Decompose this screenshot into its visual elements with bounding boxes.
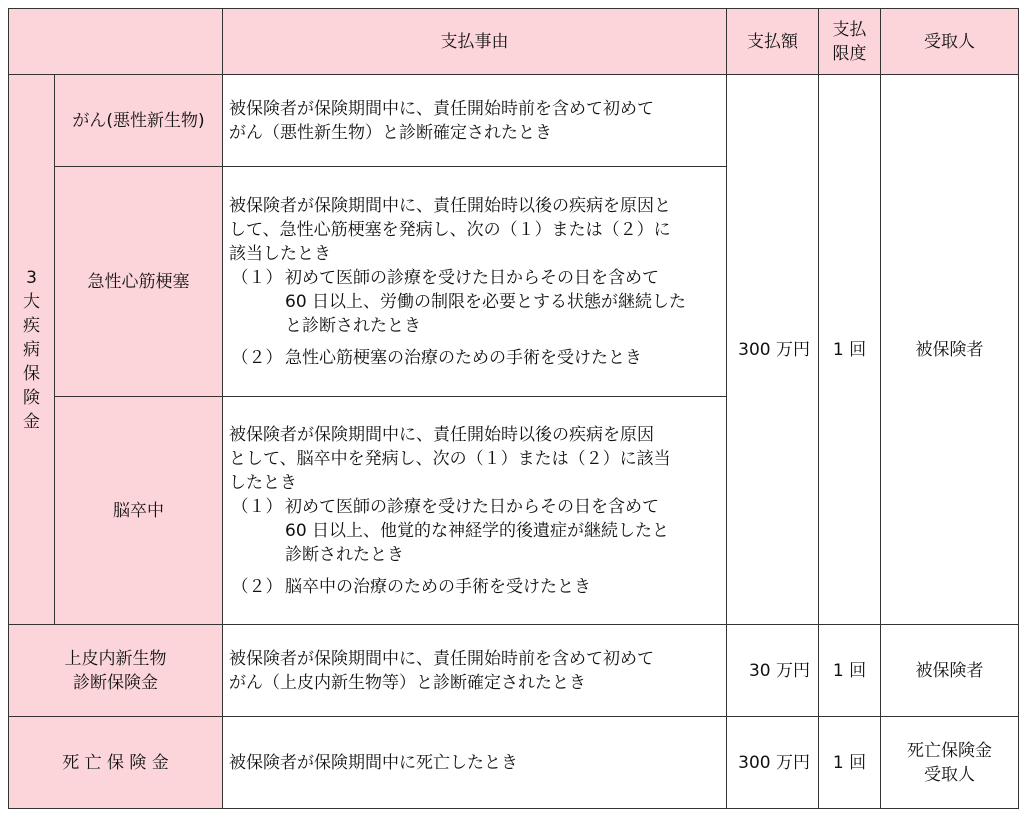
reason-line: がん（上皮内新生物等）と診断確定されたとき: [229, 672, 586, 693]
benefits-table: [8, 8, 1019, 809]
reason-line: として、脳卒中を発病し、次の（１）または（２）に該当: [229, 448, 671, 469]
recipient-line: 受取人: [924, 764, 975, 785]
group-label-char: 3: [26, 267, 37, 288]
item-text: [285, 495, 669, 567]
death-amount: 300 万円: [727, 717, 819, 809]
group-label-char: 保: [23, 363, 40, 384]
mi-item-2: [229, 346, 720, 370]
reason-line: して、急性心筋梗塞を発病し、次の（１）または（２）に: [229, 219, 671, 240]
item-text: [285, 266, 686, 338]
stroke-item-1: [229, 495, 720, 567]
label-line: 診断保険金: [73, 672, 158, 693]
group-label-char: 金: [23, 411, 40, 432]
header-reason: 支払事由: [223, 9, 727, 75]
reason-line: 被保険者が保険期間中に、責任開始時以後の疾病を原因: [229, 424, 654, 445]
three-disease-recipient: 被保険者: [881, 75, 1019, 625]
intraepithelial-amount: 30 万円: [727, 625, 819, 717]
item-number: （２）: [231, 347, 283, 368]
intraepithelial-reason: [223, 625, 727, 717]
cancer-reason: [223, 75, 727, 167]
mi-reason: [223, 167, 727, 397]
label-line: 上皮内新生物: [64, 648, 167, 669]
mi-label: 急性心筋梗塞: [55, 167, 223, 397]
item-number: （２）: [231, 576, 283, 597]
item-number: （１）: [231, 267, 283, 288]
stroke-reason: [223, 397, 727, 625]
recipient-line: 死亡保険金: [907, 740, 992, 761]
group-label-char: 病: [23, 339, 40, 360]
group-label-char: 険: [23, 387, 40, 408]
death-label: 死 亡 保 険 金: [9, 717, 223, 809]
header-limit-line: 限度: [832, 43, 867, 64]
reason-line: 被保険者が保険期間中に、責任開始時前を含めて初めて: [229, 98, 654, 119]
intraepithelial-label: [9, 625, 223, 717]
intraepithelial-recipient: 被保険者: [881, 625, 1019, 717]
item-line: と診断されたとき: [285, 315, 421, 336]
header-corner-cell: [9, 9, 223, 75]
item-text: 急性心筋梗塞の治療のための手術を受けたとき: [285, 347, 642, 368]
header-limit-line: 支払: [832, 19, 867, 40]
header-recipient: 受取人: [881, 9, 1019, 75]
death-row: [9, 717, 1019, 809]
item-line: 初めて医師の診療を受けた日からその日を含めて: [285, 267, 659, 288]
mi-item-1: [229, 266, 720, 338]
header-row: [9, 9, 1019, 75]
group-label-char: 疾: [23, 315, 40, 336]
stroke-label: 脳卒中: [55, 397, 223, 625]
intraepithelial-limit: 1 回: [819, 625, 881, 717]
cancer-label: がん(悪性新生物): [55, 75, 223, 167]
three-disease-group-label: [9, 75, 55, 625]
header-limit: [819, 9, 881, 75]
death-recipient: [881, 717, 1019, 809]
item-line: 60 日以上、他覚的な神経学的後遺症が継続したと: [285, 520, 670, 541]
reason-line: 該当したとき: [229, 243, 331, 264]
three-disease-amount: 300 万円: [727, 75, 819, 625]
item-number: （１）: [231, 496, 283, 517]
death-limit: 1 回: [819, 717, 881, 809]
three-disease-limit: 1 回: [819, 75, 881, 625]
group-label-char: 大: [23, 291, 40, 312]
reason-line: 被保険者が保険期間中に、責任開始時前を含めて初めて: [229, 648, 654, 669]
reason-line: したとき: [229, 472, 297, 493]
death-reason: 被保険者が保険期間中に死亡したとき: [223, 717, 727, 809]
item-line: 60 日以上、労働の制限を必要とする状態が継続した: [285, 291, 687, 312]
item-line: 診断されたとき: [285, 544, 404, 565]
item-text: 脳卒中の治療のための手術を受けたとき: [285, 576, 591, 597]
stroke-item-2: [229, 575, 720, 599]
reason-line: 被保険者が保険期間中に、責任開始時以後の疾病を原因と: [229, 195, 671, 216]
item-line: 初めて医師の診療を受けた日からその日を含めて: [285, 496, 659, 517]
reason-line: がん（悪性新生物）と診断確定されたとき: [229, 122, 552, 143]
header-amount: 支払額: [727, 9, 819, 75]
cancer-row: [9, 75, 1019, 167]
intraepithelial-row: [9, 625, 1019, 717]
